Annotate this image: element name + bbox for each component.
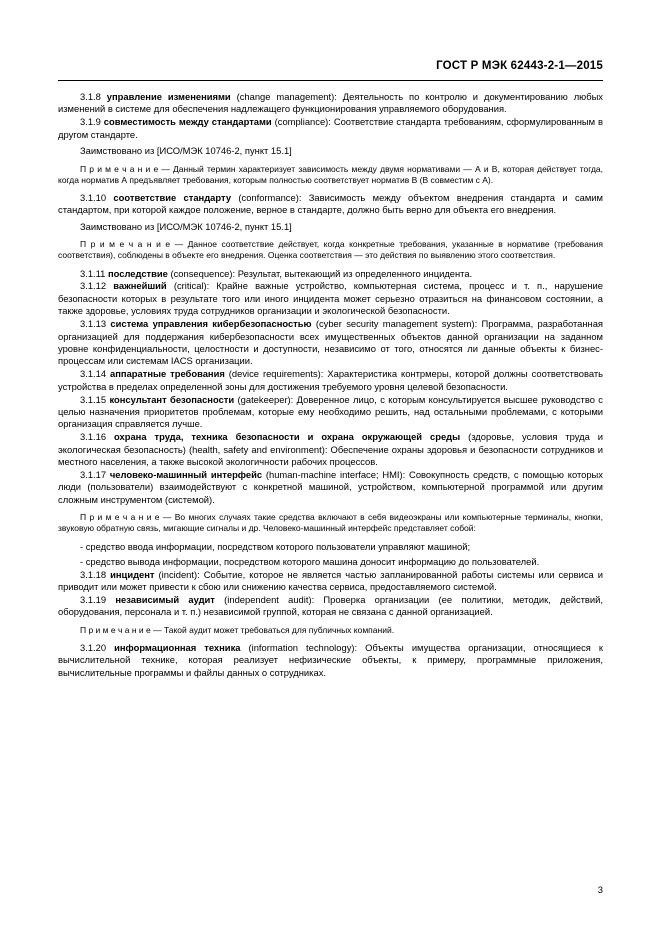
clause-number: 3.1.12: [80, 280, 114, 292]
paragraph-text: П р и м е ч а н и е — Во многих случаях такие средства включают в себя видеоэкраны или компьютерные терминалы, кнопки, звуковую обратную связь, мигающие сигналы и др. Человеко-машинный интерфейс представляет собой:: [58, 512, 603, 534]
paragraph: [58, 268, 603, 280]
paragraph: [58, 541, 603, 553]
term-name: инцидент: [110, 568, 155, 580]
paragraph: [58, 569, 603, 594]
paragraph: [58, 145, 603, 157]
paragraph: [58, 368, 603, 393]
page-header: ГОСТ Р МЭК 62443-2-1—2015: [436, 60, 603, 72]
clause-number: 3.1.13: [80, 318, 111, 330]
term-name: соответствие стандарту: [113, 191, 232, 203]
paragraph: [58, 221, 603, 233]
paragraph: [58, 239, 603, 261]
clause-number: 3.1.18: [80, 568, 111, 580]
paragraph: [58, 512, 603, 534]
paragraph-text: - средство вывода информации, посредством которого машина доносит информацию до пользователей.: [80, 556, 540, 568]
clause-number: 3.1.20: [80, 641, 115, 653]
paragraph-text: (change management): Деятельность по контролю и документированию любых изменений в системе для обеспечения надлежащего функционирования управляемого оборудования.: [58, 91, 603, 115]
term-name: охрана труда, техника безопасности и охрана окружающей среды: [114, 431, 461, 443]
paragraph: [58, 625, 603, 636]
paragraph-text: (compliance): Соответствие стандарта требованиям, сформулированным в другом стандарте.: [58, 116, 603, 140]
clause-number: 3.1.14: [80, 368, 111, 380]
clause-number: 3.1.10: [80, 191, 114, 203]
paragraph: [58, 556, 603, 568]
paragraph: [58, 192, 603, 217]
document-body: [58, 91, 603, 679]
header-divider: [58, 80, 603, 81]
paragraph-text: П р и м е ч а н и е — Такой аудит может требоваться для публичных компаний.: [80, 624, 395, 635]
paragraph: [58, 164, 603, 186]
paragraph: [58, 280, 603, 317]
paragraph: [58, 394, 603, 431]
paragraph-text: (cyber security management system): Программа, разработанная организацией для поддержания кибербезопасности всех имущественных объектов данной организации на заданном уровне конфиденциальности, целостности и доступности, независимо от того, относятся ли данные объекты к бизнес-процессам или системам IACS организации.: [58, 318, 604, 367]
paragraph: [58, 431, 603, 468]
paragraph-text: (incident): Событие, которое не является частью запланированной работы системы или сервиса и приводит или может привести к сбою или снижению качества сервиса, предоставляемого системой.: [58, 568, 604, 592]
paragraph-text: П р и м е ч а н и е — Данный термин характеризует зависимость между двумя нормативами — А и В, которая действует тогда, когда норматив А предъявляет требования, которым полностью соответствует норматив В (В совместим с А).: [58, 163, 603, 185]
clause-number: 3.1.17: [80, 469, 110, 481]
paragraph: [58, 318, 603, 368]
term-name: система управления кибербезопасностью: [110, 318, 312, 330]
term-name: независимый аудит: [115, 593, 215, 605]
clause-number: 3.1.11: [80, 267, 108, 279]
term-name: совместимость между стандартами: [103, 116, 272, 128]
paragraph-text: (critical): Крайне важные устройство, компьютерная система, процесс и т. п., нарушение безопасности которых в результате того или иного инцидента может серьезно отразиться на финансовом состоянии, а также здоровье, условиях труда сотрудников организации и экологической безопасности.: [58, 280, 603, 317]
term-name: последствие: [107, 267, 168, 279]
paragraph-text: (device requirements): Характеристика контрмеры, которой должны соответствовать устройства в пределах определенной зоны для достижения требуемого уровня целевой безопасности.: [58, 368, 604, 392]
paragraph: [58, 642, 603, 679]
paragraph-text: (human-machine interface; HMI): Совокупность средств, с помощью которых люди (пользователи) взаимодействуют с конкретной машиной, устройством, компьютерной программой или другим сложным инструментом (системой).: [58, 469, 603, 505]
paragraph: [58, 91, 603, 116]
paragraph-text: (gatekeeper): Доверенное лицо, с которым консультируется высшее руководство с целью назначения приоритетов проблемам, которые ему необходимо решить, над остальными проблемами, с которыми организация справляется лучше.: [58, 393, 603, 430]
term-name: важнейший: [113, 280, 167, 292]
clause-number: 3.1.16: [80, 431, 115, 443]
paragraph: [58, 116, 603, 141]
paragraph-text: (conformance): Зависимость между объектом внедрения стандарта и самим стандартом, при которой каждое положение, верное в стандарте, должно быть верно для объекта его внедрения.: [58, 191, 603, 216]
term-name: аппаратные требования: [110, 368, 225, 380]
term-name: информационная техника: [114, 641, 241, 653]
clause-number: 3.1.8: [80, 91, 107, 102]
paragraph-text: Заимствовано из [ИСО/МЭК 10746-2, пункт 15.1]: [80, 145, 292, 157]
paragraph-text: (здоровье, условия труда и экологическая безопасность) (health, safety and environment): Обеспечение охраны здоровья и безопасности сотрудников и местного населения, а также высокой экологичности рабочих процессов.: [58, 431, 604, 468]
term-name: управление изменениями: [106, 91, 231, 102]
term-name: консультант безопасности: [109, 393, 235, 405]
paragraph-text: Заимствовано из [ИСО/МЭК 10746-2, пункт 15.1]: [80, 220, 292, 232]
clause-number: 3.1.9: [80, 116, 104, 128]
paragraph-text: (independent audit): Проверка организации (ее политики, методик, действий, оборудования, персонала и т. п.) независимой группой, которая не связана с данной организацией.: [58, 593, 603, 618]
paragraph-text: - средство ввода информации, посредством которого пользователи управляют машиной;: [80, 540, 471, 552]
paragraph-text: П р и м е ч а н и е — Данное соответствие действует, когда конкретные требования, указанные в нормативе (требования соответствия), соблюдены в объекте его внедрения. Оценка соответствия — это действия по выявлению этого соответствия.: [58, 239, 603, 261]
paragraph-text: (information technology): Объекты имущества организации, относящиеся к вычислительной технике, которая реализует нефизические объекты, к примеру, программные приложения, вычислительные программы и файлы данных о сотрудниках.: [58, 641, 603, 678]
paragraph-text: (consequence): Результат, вытекающий из определенного инцидента.: [167, 267, 473, 279]
paragraph: [58, 469, 603, 506]
term-name: человеко-машинный интерфейс: [109, 469, 263, 481]
clause-number: 3.1.19: [80, 593, 116, 605]
clause-number: 3.1.15: [80, 393, 110, 405]
page-number: 3: [597, 884, 603, 895]
paragraph: [58, 594, 603, 619]
